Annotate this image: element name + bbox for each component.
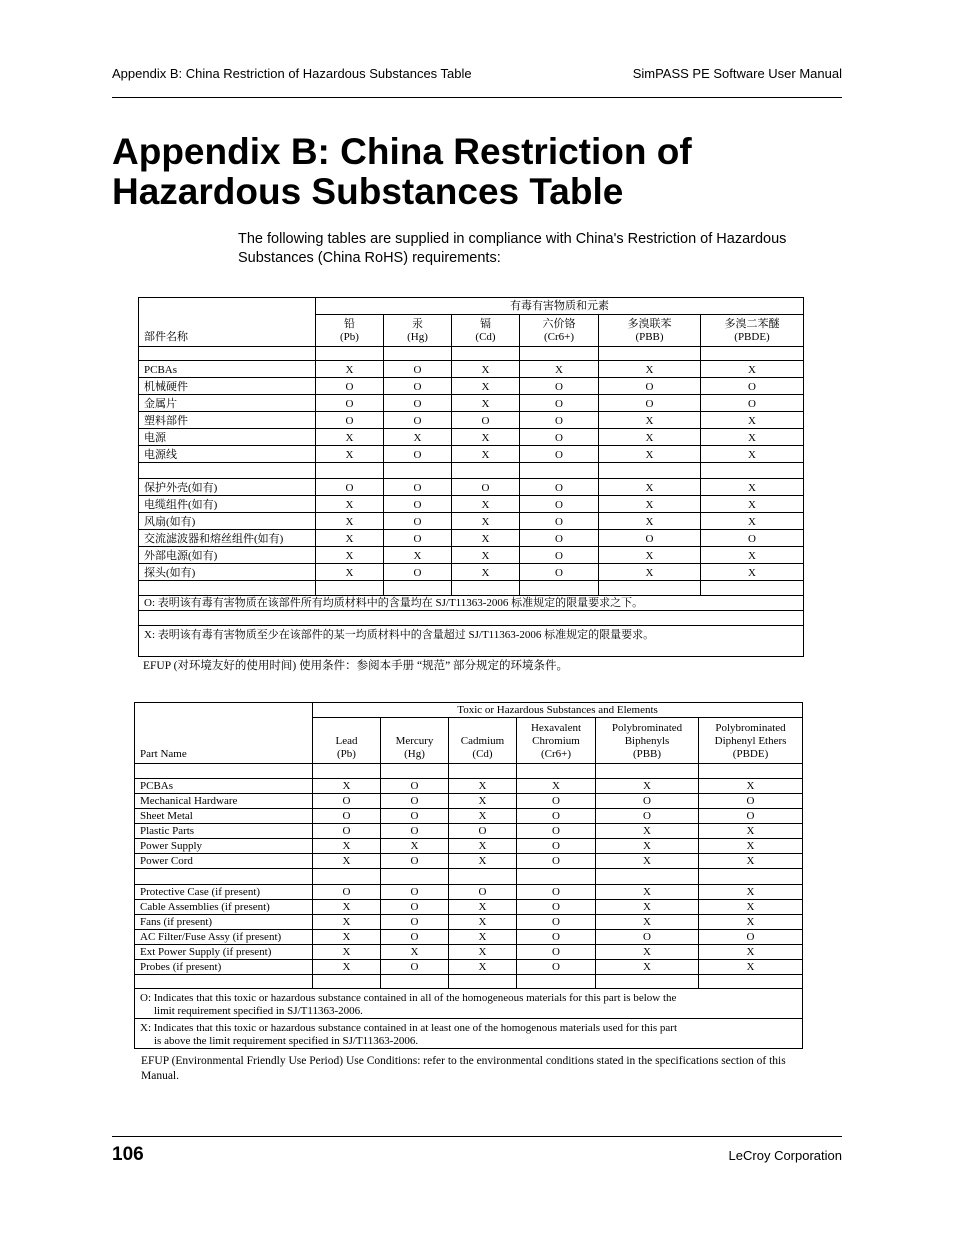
table-row xyxy=(135,915,803,930)
table-row xyxy=(135,779,803,794)
substance-value-cell: X xyxy=(596,945,699,960)
column-header: Polybrominated Diphenyl Ethers (PBDE) xyxy=(699,718,803,764)
substance-value-cell: O xyxy=(517,809,596,824)
substance-value-cell: O xyxy=(384,361,452,378)
substance-value-cell: X xyxy=(699,945,803,960)
substance-value-cell: O xyxy=(313,794,381,809)
substance-value-cell: X xyxy=(699,885,803,900)
substance-value-cell: O xyxy=(520,513,599,530)
substance-value-cell: O xyxy=(449,885,517,900)
substance-value-cell: X xyxy=(449,945,517,960)
substance-value-cell: X xyxy=(701,479,804,496)
substance-value-cell: X xyxy=(452,446,520,463)
part-name-header: 部件名称 xyxy=(139,298,316,347)
column-header: 铅 (Pb) xyxy=(316,315,384,347)
table-row xyxy=(135,945,803,960)
part-name-cell: 外部电源(如有) xyxy=(139,547,316,564)
column-header: Polybrominated Biphenyls (PBB) xyxy=(596,718,699,764)
substance-value-cell: O xyxy=(517,945,596,960)
substance-value-cell: X xyxy=(599,446,701,463)
column-header: Mercury (Hg) xyxy=(381,718,449,764)
substance-value-cell: X xyxy=(701,361,804,378)
table-row xyxy=(139,496,804,513)
substance-value-cell: X xyxy=(599,412,701,429)
substances-group-header: 有毒有害物质和元素 xyxy=(316,298,804,315)
page-number: 106 xyxy=(112,1144,144,1165)
substance-value-cell: O xyxy=(313,885,381,900)
substance-value-cell: O xyxy=(381,900,449,915)
substance-value-cell: O xyxy=(699,930,803,945)
substance-value-cell: O xyxy=(520,378,599,395)
part-name-cell: 电源线 xyxy=(139,446,316,463)
substance-value-cell: O xyxy=(316,378,384,395)
part-name-cell: Cable Assemblies (if present) xyxy=(135,900,313,915)
substance-value-cell: O xyxy=(384,496,452,513)
substance-value-cell: X xyxy=(599,564,701,581)
substance-value-cell: O xyxy=(381,824,449,839)
substance-value-cell: O xyxy=(520,564,599,581)
substance-value-cell: X xyxy=(596,915,699,930)
part-name-cell: Power Cord xyxy=(135,854,313,869)
table-row xyxy=(139,564,804,581)
substance-value-cell: O xyxy=(316,395,384,412)
substance-value-cell: O xyxy=(520,395,599,412)
substance-value-cell: X xyxy=(313,960,381,975)
spacer-row xyxy=(135,975,803,989)
table-body-group-2 xyxy=(135,885,803,975)
table-row xyxy=(139,513,804,530)
part-name-cell: Plastic Parts xyxy=(135,824,313,839)
efup-note-english: EFUP (Environmental Friendly Use Period) Use Conditions: refer to the environmental conditions stated in the specifications section of this Manual. xyxy=(141,1055,786,1082)
substance-value-cell: X xyxy=(316,564,384,581)
substance-value-cell: X xyxy=(449,915,517,930)
part-name-cell: 电缆组件(如有) xyxy=(139,496,316,513)
substance-value-cell: X xyxy=(449,854,517,869)
substance-value-cell: O xyxy=(517,885,596,900)
table-row xyxy=(139,547,804,564)
substance-value-cell: O xyxy=(596,809,699,824)
substance-value-cell: O xyxy=(517,960,596,975)
substance-value-cell: O xyxy=(520,429,599,446)
substance-value-cell: X xyxy=(452,513,520,530)
substance-value-cell: O xyxy=(384,530,452,547)
substance-value-cell: O xyxy=(599,378,701,395)
substance-value-cell: X xyxy=(313,915,381,930)
substance-value-cell: X xyxy=(449,794,517,809)
substance-value-cell: X xyxy=(599,361,701,378)
part-name-cell: Fans (if present) xyxy=(135,915,313,930)
substance-value-cell: X xyxy=(599,479,701,496)
substance-value-cell: X xyxy=(596,839,699,854)
substance-value-cell: X xyxy=(596,960,699,975)
substance-value-cell: X xyxy=(449,960,517,975)
spacer-row xyxy=(139,463,804,479)
substance-value-cell: O xyxy=(517,824,596,839)
substance-value-cell: O xyxy=(381,960,449,975)
substance-value-cell: O xyxy=(316,479,384,496)
spacer-row xyxy=(135,764,803,779)
table-row xyxy=(135,839,803,854)
part-name-cell: 探头(如有) xyxy=(139,564,316,581)
substance-value-cell: O xyxy=(384,513,452,530)
part-name-cell: Probes (if present) xyxy=(135,960,313,975)
substance-value-cell: X xyxy=(381,945,449,960)
substance-value-cell: X xyxy=(701,547,804,564)
column-header: 多溴二苯醚 (PBDE) xyxy=(701,315,804,347)
substance-value-cell: O xyxy=(517,915,596,930)
substance-value-cell: X xyxy=(596,824,699,839)
substance-value-cell: O xyxy=(381,779,449,794)
substance-value-cell: O xyxy=(699,794,803,809)
substance-value-cell: O xyxy=(596,930,699,945)
part-name-cell: PCBAs xyxy=(139,361,316,378)
rohs-table-chinese xyxy=(138,297,804,657)
substance-value-cell: X xyxy=(381,839,449,854)
substance-value-cell: X xyxy=(699,779,803,794)
substance-value-cell: X xyxy=(701,429,804,446)
running-header-right: SimPASS PE Software User Manual xyxy=(632,66,842,81)
substance-value-cell: X xyxy=(517,779,596,794)
substance-value-cell: O xyxy=(517,930,596,945)
substance-value-cell: O xyxy=(452,412,520,429)
substance-value-cell: X xyxy=(313,839,381,854)
column-header: 多溴联苯 (PBB) xyxy=(599,315,701,347)
table-row xyxy=(139,412,804,429)
part-name-header: Part Name xyxy=(135,703,313,764)
table-row xyxy=(139,530,804,547)
substance-value-cell: X xyxy=(313,945,381,960)
note-x: X: 表明该有毒有害物质至少在该部件的某一均质材料中的含量超过 SJ/T11363-2006 标准规定的限量要求。 xyxy=(139,626,804,657)
substance-value-cell: X xyxy=(449,809,517,824)
substance-value-cell: X xyxy=(599,547,701,564)
substance-value-cell: X xyxy=(701,446,804,463)
substance-value-cell: O xyxy=(381,854,449,869)
table-row xyxy=(135,824,803,839)
substance-value-cell: X xyxy=(599,496,701,513)
substance-value-cell: X xyxy=(313,854,381,869)
substance-value-cell: O xyxy=(596,794,699,809)
intro-paragraph: The following tables are supplied in compliance with China's Restriction of Hazardous Substances (China RoHS) requirements: xyxy=(238,231,787,266)
part-name-cell: Power Supply xyxy=(135,839,313,854)
substance-value-cell: O xyxy=(520,412,599,429)
part-name-cell: AC Filter/Fuse Assy (if present) xyxy=(135,930,313,945)
substance-value-cell: O xyxy=(384,479,452,496)
substance-value-cell: X xyxy=(452,547,520,564)
substance-value-cell: X xyxy=(452,530,520,547)
substance-value-cell: O xyxy=(517,900,596,915)
substance-value-cell: O xyxy=(381,794,449,809)
column-header: Hexavalent Chromium (Cr6+) xyxy=(517,718,596,764)
substance-value-cell: O xyxy=(699,809,803,824)
table-row xyxy=(135,809,803,824)
part-name-cell: 风扇(如有) xyxy=(139,513,316,530)
column-header: 六价铬 (Cr6+) xyxy=(520,315,599,347)
substance-value-cell: X xyxy=(599,513,701,530)
substance-value-cell: X xyxy=(699,915,803,930)
substance-value-cell: O xyxy=(520,479,599,496)
substance-value-cell: X xyxy=(701,496,804,513)
substance-value-cell: X xyxy=(313,900,381,915)
substance-value-cell: X xyxy=(449,779,517,794)
note-o: O: Indicates that this toxic or hazardous substance contained in all of the homogeneous materials for this part is below the limit requirement specified in SJ/T11363-2006. xyxy=(135,989,803,1019)
table-row xyxy=(135,854,803,869)
substance-value-cell: X xyxy=(384,547,452,564)
substance-value-cell: O xyxy=(449,824,517,839)
part-name-cell: 机械硬件 xyxy=(139,378,316,395)
substance-value-cell: X xyxy=(449,900,517,915)
page-title: Appendix B: China Restriction of Hazardous Substances Table xyxy=(112,131,692,212)
substance-value-cell: X xyxy=(596,779,699,794)
column-header: Cadmium (Cd) xyxy=(449,718,517,764)
part-name-cell: Ext Power Supply (if present) xyxy=(135,945,313,960)
part-name-cell: 保护外壳(如有) xyxy=(139,479,316,496)
substance-value-cell: X xyxy=(316,547,384,564)
substance-value-cell: X xyxy=(316,496,384,513)
substance-value-cell: X xyxy=(313,779,381,794)
substance-value-cell: O xyxy=(517,854,596,869)
table-row xyxy=(135,930,803,945)
substance-value-cell: O xyxy=(381,885,449,900)
substance-value-cell: X xyxy=(699,900,803,915)
substance-value-cell: X xyxy=(313,930,381,945)
footer-company: LeCroy Corporation xyxy=(728,1148,842,1163)
substance-value-cell: O xyxy=(316,412,384,429)
substance-value-cell: O xyxy=(517,839,596,854)
substance-value-cell: X xyxy=(316,530,384,547)
table-row xyxy=(139,479,804,496)
substance-value-cell: O xyxy=(701,530,804,547)
efup-note-chinese: EFUP (对环境友好的使用时间) 使用条件：参阅本手册 “规范” 部分规定的环境条件。 xyxy=(143,660,569,672)
substance-value-cell: X xyxy=(452,496,520,513)
spacer-row xyxy=(139,611,804,626)
substance-value-cell: X xyxy=(449,930,517,945)
table-row xyxy=(139,446,804,463)
table-row xyxy=(139,429,804,446)
column-header: 镉 (Cd) xyxy=(452,315,520,347)
substance-value-cell: O xyxy=(701,378,804,395)
substance-value-cell: O xyxy=(384,412,452,429)
part-name-cell: 塑料部件 xyxy=(139,412,316,429)
header-rule xyxy=(112,97,842,98)
substance-value-cell: O xyxy=(520,446,599,463)
substance-value-cell: X xyxy=(452,564,520,581)
substance-value-cell: X xyxy=(520,361,599,378)
substance-value-cell: O xyxy=(520,496,599,513)
part-name-cell: Sheet Metal xyxy=(135,809,313,824)
substance-value-cell: X xyxy=(316,361,384,378)
column-header: Lead (Pb) xyxy=(313,718,381,764)
substance-value-cell: X xyxy=(452,361,520,378)
note-o: O: 表明该有毒有害物质在该部件所有均质材料中的含量均在 SJ/T11363-2006 标准规定的限量要求之下。 xyxy=(139,596,804,611)
part-name-cell: Mechanical Hardware xyxy=(135,794,313,809)
table-body-group-1 xyxy=(139,361,804,463)
substance-value-cell: X xyxy=(701,412,804,429)
rohs-table-english xyxy=(134,702,803,1049)
substances-group-header: Toxic or Hazardous Substances and Elements xyxy=(313,703,803,718)
substance-value-cell: O xyxy=(384,446,452,463)
substance-value-cell: X xyxy=(701,513,804,530)
part-name-cell: PCBAs xyxy=(135,779,313,794)
spacer-row xyxy=(139,347,804,361)
substance-value-cell: O xyxy=(701,395,804,412)
substance-value-cell: X xyxy=(699,839,803,854)
substance-value-cell: X xyxy=(596,885,699,900)
substance-value-cell: O xyxy=(599,530,701,547)
table-row xyxy=(139,395,804,412)
substance-value-cell: X xyxy=(316,429,384,446)
substance-value-cell: O xyxy=(384,395,452,412)
spacer-row xyxy=(135,869,803,885)
part-name-cell: Protective Case (if present) xyxy=(135,885,313,900)
substance-value-cell: X xyxy=(452,378,520,395)
table-body-group-2 xyxy=(139,479,804,581)
running-header-left: Appendix B: China Restriction of Hazardous Substances Table xyxy=(112,66,472,81)
substance-value-cell: X xyxy=(384,429,452,446)
table-row xyxy=(135,885,803,900)
substance-value-cell: O xyxy=(313,824,381,839)
table-row xyxy=(135,794,803,809)
substance-value-cell: O xyxy=(520,530,599,547)
substance-value-cell: X xyxy=(599,429,701,446)
substance-value-cell: O xyxy=(520,547,599,564)
substance-value-cell: X xyxy=(449,839,517,854)
substance-value-cell: X xyxy=(596,854,699,869)
substance-value-cell: X xyxy=(699,960,803,975)
substance-value-cell: O xyxy=(517,794,596,809)
substance-value-cell: O xyxy=(313,809,381,824)
substance-value-cell: O xyxy=(452,479,520,496)
part-name-cell: 交流滤波器和熔丝组件(如有) xyxy=(139,530,316,547)
substance-value-cell: O xyxy=(599,395,701,412)
substance-value-cell: X xyxy=(316,446,384,463)
substance-value-cell: X xyxy=(596,900,699,915)
substance-value-cell: X xyxy=(452,429,520,446)
substance-value-cell: X xyxy=(452,395,520,412)
note-x: X: Indicates that this toxic or hazardous substance contained in at least one of the homogenous materials used for this part is above the limit requirement specified in SJ/T11363-2006. xyxy=(135,1019,803,1049)
table-row xyxy=(139,361,804,378)
substance-value-cell: O xyxy=(381,930,449,945)
spacer-row xyxy=(139,581,804,596)
table-row xyxy=(135,960,803,975)
substance-value-cell: O xyxy=(381,915,449,930)
footer-rule xyxy=(112,1136,842,1137)
substance-value-cell: X xyxy=(699,824,803,839)
substance-value-cell: O xyxy=(381,809,449,824)
table-row xyxy=(139,378,804,395)
part-name-cell: 金属片 xyxy=(139,395,316,412)
part-name-cell: 电源 xyxy=(139,429,316,446)
substance-value-cell: O xyxy=(384,564,452,581)
substance-value-cell: X xyxy=(316,513,384,530)
substance-value-cell: O xyxy=(384,378,452,395)
column-header: 汞 (Hg) xyxy=(384,315,452,347)
substance-value-cell: X xyxy=(699,854,803,869)
table-row xyxy=(135,900,803,915)
table-body-group-1 xyxy=(135,779,803,869)
substance-value-cell: X xyxy=(701,564,804,581)
